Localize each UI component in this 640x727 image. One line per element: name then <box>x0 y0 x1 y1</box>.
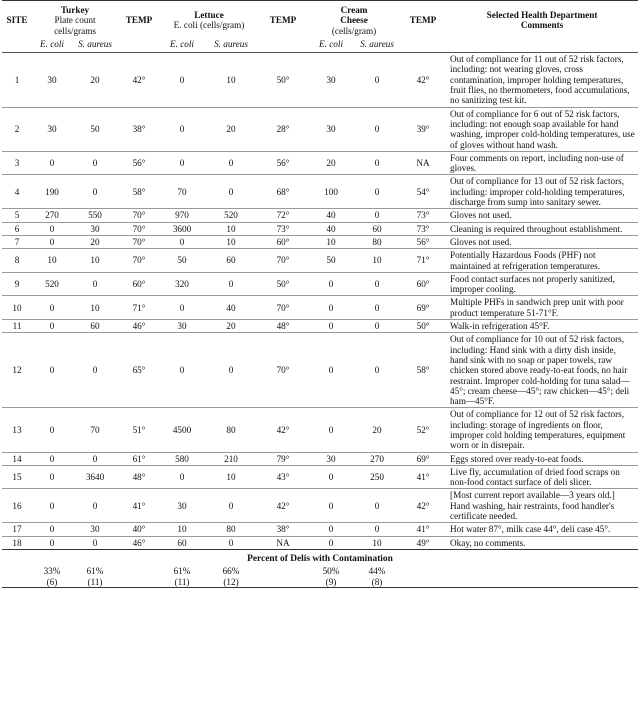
turkey-saureus-cell: 0 <box>72 452 118 465</box>
lettuce-temp-cell: 42° <box>258 408 308 452</box>
comments-header <box>446 1 638 37</box>
summary-pct: 61% <box>173 565 191 576</box>
table-row <box>2 333 638 408</box>
summary-count: (8) <box>371 576 383 587</box>
comment-cell: Multiple PHFs in sandwich prep unit with poor product temperature 51-71°F. <box>446 296 638 320</box>
table-row <box>2 53 638 107</box>
comment-cell: Cleaning is required throughout establishment. <box>446 222 638 235</box>
cream-temp-cell: 49° <box>400 536 446 549</box>
lettuce-ecoli-cell: 0 <box>160 296 204 320</box>
cream-saureus-cell: 0 <box>354 175 400 209</box>
cream-ecoli-cell: 30 <box>308 452 354 465</box>
cream-ecoli-cell: 40 <box>308 222 354 235</box>
lettuce-saureus-cell: 0 <box>204 151 258 175</box>
table-row <box>2 151 638 175</box>
lettuce-saureus-cell: 40 <box>204 296 258 320</box>
cream-title: Cream <box>340 5 368 15</box>
turkey-temp-cell: 56° <box>118 151 160 175</box>
cream-ecoli-cell: 10 <box>308 235 354 248</box>
lettuce-temp-cell: 79° <box>258 452 308 465</box>
table-row <box>2 536 638 549</box>
table-row <box>2 175 638 209</box>
table-row <box>2 489 638 523</box>
lettuce-temp-header: TEMP <box>269 15 297 26</box>
comment-cell: Hot water 87°, milk case 44°, deli case 45°. <box>446 523 638 536</box>
turkey-temp-cell: 70° <box>118 235 160 248</box>
table-row <box>2 209 638 222</box>
turkey-temp-cell: 48° <box>118 465 160 489</box>
lettuce-temp-cell: 56° <box>258 151 308 175</box>
cream-saureus-cell: 0 <box>354 151 400 175</box>
table-row <box>2 452 638 465</box>
turkey-saureus-header: S. aureus <box>72 37 118 53</box>
lettuce-temp-cell: 73° <box>258 222 308 235</box>
cream-temp-cell: 73° <box>400 209 446 222</box>
turkey-temp-cell: 51° <box>118 408 160 452</box>
cream-temp-cell: 50° <box>400 320 446 333</box>
turkey-ecoli-cell: 190 <box>32 175 72 209</box>
lettuce-saureus-cell: 10 <box>204 235 258 248</box>
cream-subtitle-2: (cells/gram) <box>331 25 377 36</box>
lettuce-ecoli-cell: 50 <box>160 249 204 273</box>
summary-count: (11) <box>87 576 103 587</box>
site-cell: 2 <box>2 107 32 151</box>
turkey-saureus-cell: 0 <box>72 175 118 209</box>
site-cell: 10 <box>2 296 32 320</box>
lettuce-ecoli-cell: 3600 <box>160 222 204 235</box>
lettuce-ecoli-cell: 10 <box>160 523 204 536</box>
summary-title: Percent of Delis with Contamination <box>247 553 393 564</box>
cream-temp-cell: 41° <box>400 523 446 536</box>
cream-subtitle-1: Cheese <box>340 15 368 26</box>
comment-cell: Out of compliance for 6 out of 52 risk factors, including: not enough soap available for hand washing, improper cold-holding temperatures, use of gloves without hand wash. <box>446 107 638 151</box>
comment-cell: Food contact surfaces not properly sanitized, improper cooling. <box>446 272 638 296</box>
lettuce-ecoli-cell: 70 <box>160 175 204 209</box>
turkey-subtitle-2: cells/grams <box>54 25 96 36</box>
lettuce-saureus-cell: 80 <box>204 523 258 536</box>
site-cell: 9 <box>2 272 32 296</box>
cream-ecoli-cell: 0 <box>308 408 354 452</box>
cream-saureus-cell: 10 <box>354 249 400 273</box>
lettuce-saureus-cell: 10 <box>204 222 258 235</box>
cream-temp-cell: 71° <box>400 249 446 273</box>
turkey-temp-cell: 71° <box>118 296 160 320</box>
lettuce-saureus-cell: 0 <box>204 272 258 296</box>
lettuce-ecoli-cell: 0 <box>160 151 204 175</box>
site-cell: 1 <box>2 53 32 107</box>
cream-saureus-cell: 0 <box>354 523 400 536</box>
cream-ecoli-cell: 0 <box>308 536 354 549</box>
cream-ecoli-cell: 0 <box>308 465 354 489</box>
site-cell: 5 <box>2 209 32 222</box>
turkey-ecoli-cell: 30 <box>32 107 72 151</box>
cream-ecoli-cell: 0 <box>308 272 354 296</box>
turkey-ecoli-cell: 270 <box>32 209 72 222</box>
turkey-ecoli-cell: 30 <box>32 53 72 107</box>
cream-temp-cell: 69° <box>400 452 446 465</box>
comment-cell: Walk-in refrigeration 45°F. <box>446 320 638 333</box>
turkey-saureus-cell: 60 <box>72 320 118 333</box>
lettuce-saureus-header: S. aureus <box>204 37 258 53</box>
table-row <box>2 222 638 235</box>
cream-ecoli-header: E. coli <box>308 37 354 53</box>
turkey-saureus-cell: 0 <box>72 489 118 523</box>
cream-temp-cell: 56° <box>400 235 446 248</box>
table-row <box>2 249 638 273</box>
lettuce-saureus-cell: 60 <box>204 249 258 273</box>
lettuce-saureus-cell: 10 <box>204 465 258 489</box>
turkey-saureus-cell: 0 <box>72 272 118 296</box>
cream-ecoli-cell: 40 <box>308 209 354 222</box>
lettuce-temp-cell: 70° <box>258 296 308 320</box>
cream-temp-header: TEMP <box>409 15 437 26</box>
lettuce-header <box>160 1 258 37</box>
turkey-ecoli-cell: 0 <box>32 452 72 465</box>
cream-ecoli-cell: 50 <box>308 249 354 273</box>
summary-pct: 61% <box>86 565 104 576</box>
lettuce-ecoli-cell: 30 <box>160 320 204 333</box>
turkey-ecoli-cell: 0 <box>32 151 72 175</box>
cream-ecoli-cell: 30 <box>308 107 354 151</box>
lettuce-saureus-cell: 20 <box>204 320 258 333</box>
lettuce-ecoli-cell: 0 <box>160 465 204 489</box>
cream-saureus-cell: 80 <box>354 235 400 248</box>
turkey-ecoli-cell: 0 <box>32 296 72 320</box>
turkey-temp-cell: 41° <box>118 489 160 523</box>
turkey-saureus-cell: 30 <box>72 523 118 536</box>
lettuce-saureus-cell: 0 <box>204 489 258 523</box>
turkey-temp-cell: 65° <box>118 333 160 408</box>
summary-count: (11) <box>174 576 190 587</box>
site-cell: 12 <box>2 333 32 408</box>
turkey-saureus-cell: 3640 <box>72 465 118 489</box>
turkey-saureus-cell: 20 <box>72 235 118 248</box>
turkey-temp-cell: 42° <box>118 53 160 107</box>
cream-saureus-cell: 0 <box>354 53 400 107</box>
table-row <box>2 107 638 151</box>
lettuce-ecoli-cell: 0 <box>160 53 204 107</box>
lettuce-title: Lettuce <box>194 10 224 21</box>
lettuce-temp-cell: 60° <box>258 235 308 248</box>
comment-cell: Gloves not used. <box>446 235 638 248</box>
site-cell: 13 <box>2 408 32 452</box>
lettuce-saureus-cell: 20 <box>204 107 258 151</box>
turkey-ecoli-cell: 0 <box>32 320 72 333</box>
table-row <box>2 296 638 320</box>
table-row <box>2 408 638 452</box>
comments-title-1: Selected Health Department <box>486 10 598 21</box>
cream-ecoli-cell: 0 <box>308 296 354 320</box>
summary-count: (12) <box>223 576 239 587</box>
turkey-temp-header: TEMP <box>125 15 153 26</box>
cream-saureus-cell: 10 <box>354 536 400 549</box>
comment-cell: Out of compliance for 11 out of 52 risk factors, including: not wearing gloves, cross contamination, improper holding temperatures, fruit flies, no thermometers, food accumulations, no sanitizing test kit. <box>446 53 638 107</box>
lettuce-temp-cell: 50° <box>258 53 308 107</box>
summary-lettuce-ecoli <box>160 564 204 588</box>
lettuce-ecoli-cell: 0 <box>160 235 204 248</box>
cream-saureus-cell: 0 <box>354 333 400 408</box>
cream-temp-cell: 73° <box>400 222 446 235</box>
cream-ecoli-cell: 0 <box>308 523 354 536</box>
table-row <box>2 523 638 536</box>
cream-temp-cell: 42° <box>400 53 446 107</box>
lettuce-saureus-cell: 0 <box>204 175 258 209</box>
turkey-saureus-cell: 0 <box>72 151 118 175</box>
site-cell: 11 <box>2 320 32 333</box>
lettuce-temp-cell: 72° <box>258 209 308 222</box>
lettuce-temp-cell: 68° <box>258 175 308 209</box>
cream-temp-cell: NA <box>400 151 446 175</box>
turkey-saureus-cell: 550 <box>72 209 118 222</box>
turkey-header <box>32 1 118 37</box>
site-cell: 14 <box>2 452 32 465</box>
cream-ecoli-cell: 100 <box>308 175 354 209</box>
site-cell: 17 <box>2 523 32 536</box>
lettuce-ecoli-header: E. coli <box>160 37 204 53</box>
cream-ecoli-cell: 0 <box>308 320 354 333</box>
summary-lettuce-saureus <box>204 564 258 588</box>
turkey-saureus-cell: 50 <box>72 107 118 151</box>
cream-temp-cell: 42° <box>400 489 446 523</box>
summary-row <box>2 564 638 588</box>
turkey-temp-cell: 60° <box>118 272 160 296</box>
summary-count: (6) <box>46 576 58 587</box>
cream-temp-cell: 69° <box>400 296 446 320</box>
cream-saureus-cell: 0 <box>354 296 400 320</box>
comment-cell: Out of compliance for 12 out of 52 risk factors, including: storage of ingredients on floor, improper cold holding temperatures, equipment worn or in disrepair. <box>446 408 638 452</box>
turkey-ecoli-cell: 0 <box>32 235 72 248</box>
summary-turkey-ecoli <box>32 564 72 588</box>
turkey-temp-cell: 38° <box>118 107 160 151</box>
cream-temp-cell: 54° <box>400 175 446 209</box>
turkey-temp-cell: 40° <box>118 523 160 536</box>
comment-cell: Okay, no comments. <box>446 536 638 549</box>
site-cell: 16 <box>2 489 32 523</box>
summary-pct: 33% <box>43 565 61 576</box>
lettuce-temp-cell: NA <box>258 536 308 549</box>
lettuce-ecoli-cell: 4500 <box>160 408 204 452</box>
site-cell: 6 <box>2 222 32 235</box>
turkey-saureus-cell: 70 <box>72 408 118 452</box>
lettuce-temp-cell: 38° <box>258 523 308 536</box>
turkey-saureus-cell: 0 <box>72 536 118 549</box>
header-row <box>2 1 638 37</box>
comment-cell: Out of compliance for 10 out of 52 risk factors, including: Hand sink with a dirty dish inside, hand sink with no soap or paper towels, raw chicken stored above ready-to-eat foods, no hair restraint. Improper cold-holding for tuna salad—45°; cream cheese—45°; raw chicken—45°; deli ham—45°F. <box>446 333 638 408</box>
table-row <box>2 465 638 489</box>
cream-saureus-cell: 0 <box>354 489 400 523</box>
site-header: SITE <box>6 15 28 26</box>
lettuce-saureus-cell: 520 <box>204 209 258 222</box>
lettuce-temp-cell: 50° <box>258 272 308 296</box>
lettuce-saureus-cell: 10 <box>204 53 258 107</box>
summary-turkey-saureus <box>72 564 118 588</box>
comment-cell: Eggs stored over ready-to-eat foods. <box>446 452 638 465</box>
turkey-temp-cell: 46° <box>118 536 160 549</box>
summary-cream-ecoli <box>308 564 354 588</box>
comment-cell: [Most current report available—3 years old.] Hand washing, hair restraints, food handler's certificate needed. <box>446 489 638 523</box>
lettuce-temp-cell: 70° <box>258 249 308 273</box>
lettuce-subtitle: E. coli (cells/gram) <box>173 20 245 31</box>
cream-saureus-header: S. aureus <box>354 37 400 53</box>
lettuce-ecoli-cell: 320 <box>160 272 204 296</box>
turkey-ecoli-cell: 10 <box>32 249 72 273</box>
turkey-temp-cell: 58° <box>118 175 160 209</box>
cream-temp-cell: 58° <box>400 333 446 408</box>
comment-cell: Four comments on report, including non-use of gloves. <box>446 151 638 175</box>
table-row <box>2 320 638 333</box>
turkey-ecoli-cell: 520 <box>32 272 72 296</box>
turkey-ecoli-header: E. coli <box>32 37 72 53</box>
turkey-ecoli-cell: 0 <box>32 465 72 489</box>
turkey-ecoli-cell: 0 <box>32 222 72 235</box>
turkey-ecoli-cell: 0 <box>32 523 72 536</box>
lettuce-ecoli-cell: 0 <box>160 107 204 151</box>
turkey-saureus-cell: 30 <box>72 222 118 235</box>
lettuce-saureus-cell: 80 <box>204 408 258 452</box>
cream-temp-cell: 52° <box>400 408 446 452</box>
cream-temp-cell: 41° <box>400 465 446 489</box>
comment-cell: Live fly, accumulation of dried food scraps on non-food contact surface of deli slicer. <box>446 465 638 489</box>
lettuce-temp-cell: 43° <box>258 465 308 489</box>
turkey-temp-cell: 61° <box>118 452 160 465</box>
document-page <box>2 0 638 588</box>
lettuce-temp-cell: 70° <box>258 333 308 408</box>
comments-title-2: Comments <box>520 20 564 31</box>
summary-pct: 50% <box>322 565 340 576</box>
cream-saureus-cell: 0 <box>354 272 400 296</box>
cream-saureus-cell: 250 <box>354 465 400 489</box>
subheader-row <box>2 37 638 53</box>
cream-saureus-cell: 0 <box>354 107 400 151</box>
turkey-title: Turkey <box>60 5 90 15</box>
turkey-ecoli-cell: 0 <box>32 408 72 452</box>
cream-ecoli-cell: 20 <box>308 151 354 175</box>
site-cell: 18 <box>2 536 32 549</box>
lettuce-ecoli-cell: 580 <box>160 452 204 465</box>
lettuce-temp-cell: 28° <box>258 107 308 151</box>
lettuce-ecoli-cell: 970 <box>160 209 204 222</box>
lettuce-ecoli-cell: 30 <box>160 489 204 523</box>
table-body <box>2 53 638 550</box>
turkey-temp-cell: 46° <box>118 320 160 333</box>
summary-pct: 44% <box>368 565 386 576</box>
site-cell: 15 <box>2 465 32 489</box>
cream-temp-cell: 39° <box>400 107 446 151</box>
turkey-subtitle-1: Plate count <box>54 15 96 26</box>
table-row <box>2 272 638 296</box>
turkey-temp-cell: 70° <box>118 209 160 222</box>
lettuce-ecoli-cell: 0 <box>160 333 204 408</box>
summary-pct: 66% <box>222 565 240 576</box>
site-cell: 8 <box>2 249 32 273</box>
summary-cream-saureus <box>354 564 400 588</box>
turkey-temp-cell: 70° <box>118 222 160 235</box>
cream-saureus-cell: 0 <box>354 320 400 333</box>
turkey-saureus-cell: 10 <box>72 296 118 320</box>
lettuce-saureus-cell: 0 <box>204 536 258 549</box>
table-row <box>2 235 638 248</box>
site-cell: 3 <box>2 151 32 175</box>
cream-ecoli-cell: 30 <box>308 53 354 107</box>
lettuce-temp-cell: 42° <box>258 489 308 523</box>
lettuce-saureus-cell: 0 <box>204 333 258 408</box>
contamination-table <box>2 0 638 550</box>
lettuce-ecoli-cell: 60 <box>160 536 204 549</box>
turkey-saureus-cell: 0 <box>72 333 118 408</box>
cream-saureus-cell: 60 <box>354 222 400 235</box>
site-cell: 7 <box>2 235 32 248</box>
turkey-ecoli-cell: 0 <box>32 489 72 523</box>
turkey-ecoli-cell: 0 <box>32 333 72 408</box>
turkey-saureus-cell: 10 <box>72 249 118 273</box>
summary-count: (9) <box>325 576 337 587</box>
turkey-temp-cell: 70° <box>118 249 160 273</box>
cream-ecoli-cell: 0 <box>308 489 354 523</box>
cream-saureus-cell: 0 <box>354 209 400 222</box>
turkey-ecoli-cell: 0 <box>32 536 72 549</box>
site-cell: 4 <box>2 175 32 209</box>
cream-temp-cell: 60° <box>400 272 446 296</box>
comment-cell: Potentially Hazardous Foods (PHF) not maintained at refrigeration temperatures. <box>446 249 638 273</box>
cream-ecoli-cell: 0 <box>308 333 354 408</box>
summary-table <box>2 564 638 588</box>
cream-cheese-header <box>308 1 400 37</box>
lettuce-temp-cell: 48° <box>258 320 308 333</box>
comment-cell: Gloves not used. <box>446 209 638 222</box>
turkey-saureus-cell: 20 <box>72 53 118 107</box>
cream-saureus-cell: 20 <box>354 408 400 452</box>
cream-saureus-cell: 270 <box>354 452 400 465</box>
lettuce-saureus-cell: 210 <box>204 452 258 465</box>
comment-cell: Out of compliance for 13 out of 52 risk factors, including: improper cold-holding temperatures, discharge from sump into sanitary sewer. <box>446 175 638 209</box>
